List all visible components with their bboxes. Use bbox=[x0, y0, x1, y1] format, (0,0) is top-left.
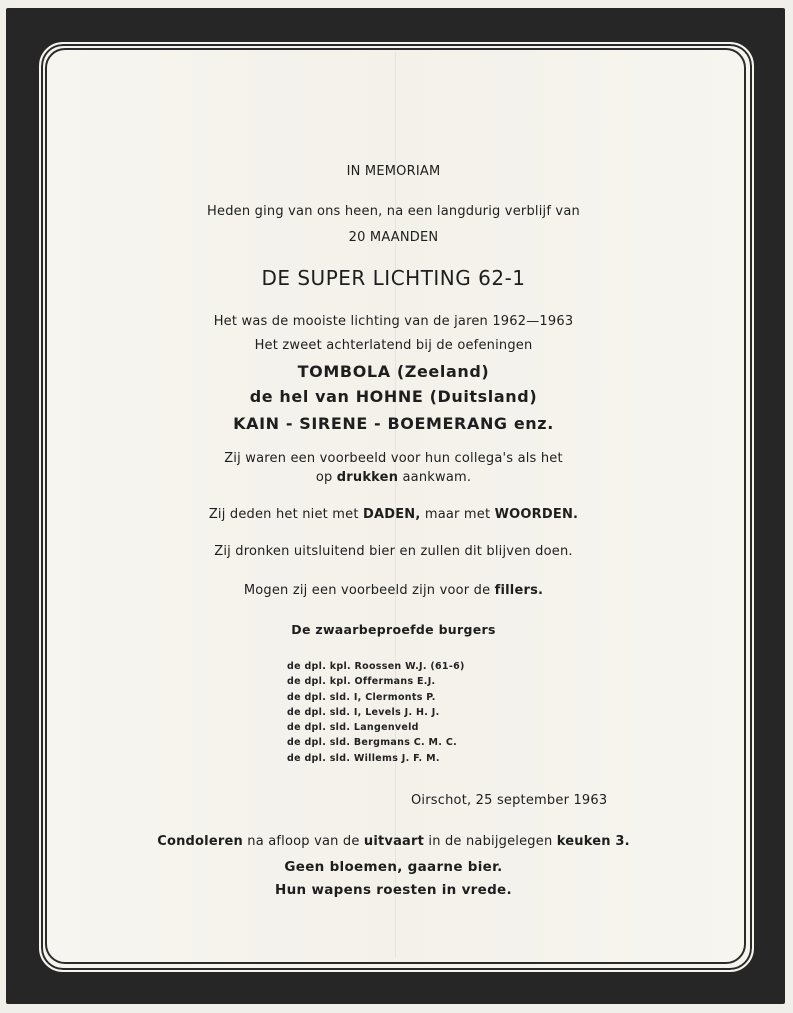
daden-line bbox=[45, 507, 742, 522]
name-item: de dpl. sld. Langenveld bbox=[287, 722, 419, 734]
place-date: Oirschot, 25 september 1963 bbox=[411, 793, 608, 808]
intro-line: Heden ging van ons heen, na een langdurig verblijf van bbox=[207, 204, 580, 219]
exercise-3: KAIN - SIRENE - BOEMERANG enz. bbox=[233, 414, 554, 433]
bier-line: Zij dronken uitsluitend bier en zullen dit blijven doen. bbox=[214, 544, 573, 559]
voorbeeld-line-1: Zij waren een voorbeeld voor hun collega's als het bbox=[224, 451, 563, 466]
name-item: de dpl. kpl. Offermans E.J. bbox=[287, 676, 436, 688]
condoleren-e: keuken 3. bbox=[556, 834, 630, 849]
exercise-1: TOMBOLA (Zeeland) bbox=[297, 362, 490, 381]
daden-c: maar met bbox=[420, 507, 495, 522]
burgers-heading: De zwaarbeproefde burgers bbox=[291, 622, 496, 637]
bloemen-line: Geen bloemen, gaarne bier. bbox=[284, 859, 503, 875]
line-zweet: Het zweet achterlatend bij de oefeningen bbox=[254, 338, 533, 353]
condoleren-b: na afloop van de bbox=[242, 834, 364, 849]
name-item: de dpl. sld. I, Clermonts P. bbox=[287, 691, 436, 703]
fillers-b: fillers. bbox=[494, 583, 544, 598]
fillers-a: Mogen zij een voorbeeld zijn voor de bbox=[243, 583, 495, 598]
heading: IN MEMORIAM bbox=[346, 164, 441, 179]
exercise-2: de hel van HOHNE (Duitsland) bbox=[249, 387, 538, 406]
daden-b: DADEN, bbox=[362, 507, 421, 522]
line-mooiste: Het was de mooiste lichting van de jaren 1962—1963 bbox=[213, 314, 574, 329]
daden-a: Zij deden het niet met bbox=[208, 507, 363, 522]
condoleren-d: in de nabijgelegen bbox=[424, 834, 557, 849]
name-item: de dpl. sld. Willems J. F. M. bbox=[287, 752, 440, 764]
paper-fold bbox=[395, 52, 396, 957]
condoleren-c: uitvaart bbox=[363, 834, 425, 849]
voorbeeld-2b: drukken bbox=[336, 470, 399, 485]
voorbeeld-2a: op bbox=[315, 470, 337, 485]
name-item: de dpl. sld. Bergmans C. M. C. bbox=[287, 737, 457, 749]
name-item: de dpl. kpl. Roossen W.J. (61-6) bbox=[287, 661, 465, 672]
voorbeeld-2c: aankwam. bbox=[398, 470, 472, 485]
title: DE SUPER LICHTING 62-1 bbox=[261, 266, 526, 290]
wapens-line: Hun wapens roesten in vrede. bbox=[275, 882, 512, 898]
name-item: de dpl. sld. I, Levels J. H. J. bbox=[287, 706, 440, 718]
daden-d: WOORDEN. bbox=[494, 507, 579, 522]
fillers-line bbox=[45, 583, 742, 598]
condoleren-a: Condoleren bbox=[157, 834, 243, 849]
names-list bbox=[287, 659, 587, 766]
voorbeeld-line-2 bbox=[45, 470, 742, 485]
condoleren-line bbox=[45, 834, 742, 849]
duration: 20 MAANDEN bbox=[348, 230, 439, 245]
